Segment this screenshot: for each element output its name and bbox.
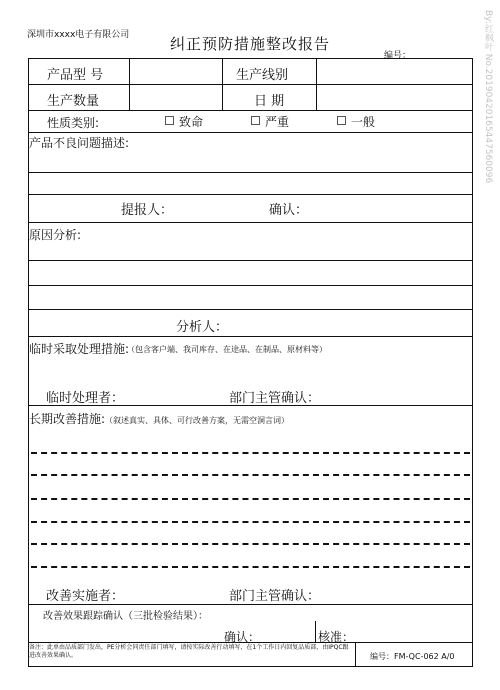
production-qty-value[interactable] (133, 87, 219, 107)
production-line-value[interactable] (320, 62, 470, 82)
watermark-right-text: By:红枫叶 No.20190420165447560096 (483, 10, 493, 184)
fatal-checkbox[interactable] (165, 116, 174, 125)
temporary-dept-confirm-label: 部门主管确认： (229, 391, 321, 406)
form-number: 编号：FM-QC-062 A/0 (370, 652, 455, 661)
defect-description-field[interactable] (31, 151, 470, 170)
general-option-label: 一般 (351, 115, 376, 129)
date-value[interactable] (320, 87, 470, 107)
cause-analysis-label: 原因分析: (29, 228, 82, 242)
defect-confirm-label: 确认： (269, 203, 309, 218)
tracking-label: 改善效果跟踪确认（三批检验结果）： (43, 611, 208, 622)
serious-checkbox[interactable] (251, 116, 260, 125)
serious-option-label: 严重 (265, 115, 290, 129)
date-label: 日 期 (254, 94, 285, 109)
analysis-form (28, 222, 473, 667)
analyst-label: 分析人： (176, 320, 229, 335)
tracking-approve-label: 核准： (318, 630, 355, 644)
watermark-right (482, 10, 500, 680)
defect-description-label: 产品不良问题描述: (29, 136, 130, 150)
longterm-measures-note: （叙述真实、具体、可行改善方案，无需空洞言词） (105, 416, 289, 425)
temporary-measures-field[interactable] (31, 359, 470, 385)
longterm-measures-field[interactable] (31, 433, 470, 573)
doc-number-label: 编号： (384, 51, 412, 61)
longterm-measures-label: 长期改善措施: (29, 412, 106, 426)
reporter-label: 提报人： (121, 203, 174, 218)
page-title: 纠正预防措施整改报告 (169, 35, 330, 53)
tracking-confirm-label: 确认： (224, 630, 261, 644)
temporary-measures-note: （包含客户端、我司库存、在途品、在制品、原材料等） (127, 345, 327, 354)
product-model-label: 产品型 号 (47, 68, 104, 83)
nature-label: 性质类别: (47, 116, 100, 130)
longterm-dept-confirm-label: 部门主管确认： (229, 589, 321, 604)
product-model-value[interactable] (133, 62, 219, 82)
general-checkbox[interactable] (337, 116, 346, 125)
temporary-measures-label: 临时采取处理措施: (29, 342, 130, 356)
production-qty-label: 生产数量 (47, 94, 100, 109)
fatal-option-label: 致命 (179, 115, 204, 129)
temporary-handler-label: 临时处理者： (46, 391, 125, 406)
implementer-label: 改善实施者： (46, 589, 125, 604)
cause-analysis-field[interactable] (31, 262, 470, 332)
remark-text: 备注：此单由品质部门发出，PE分析会同责任部门填写，请按实际改善行动填写，在1个工作日内回复品质部，由IPQC跟进改善效果确认。 (29, 644, 349, 659)
company-name: 深圳市xxxx电子有限公司 (27, 30, 130, 40)
production-line-label: 生产线别 (236, 68, 289, 83)
